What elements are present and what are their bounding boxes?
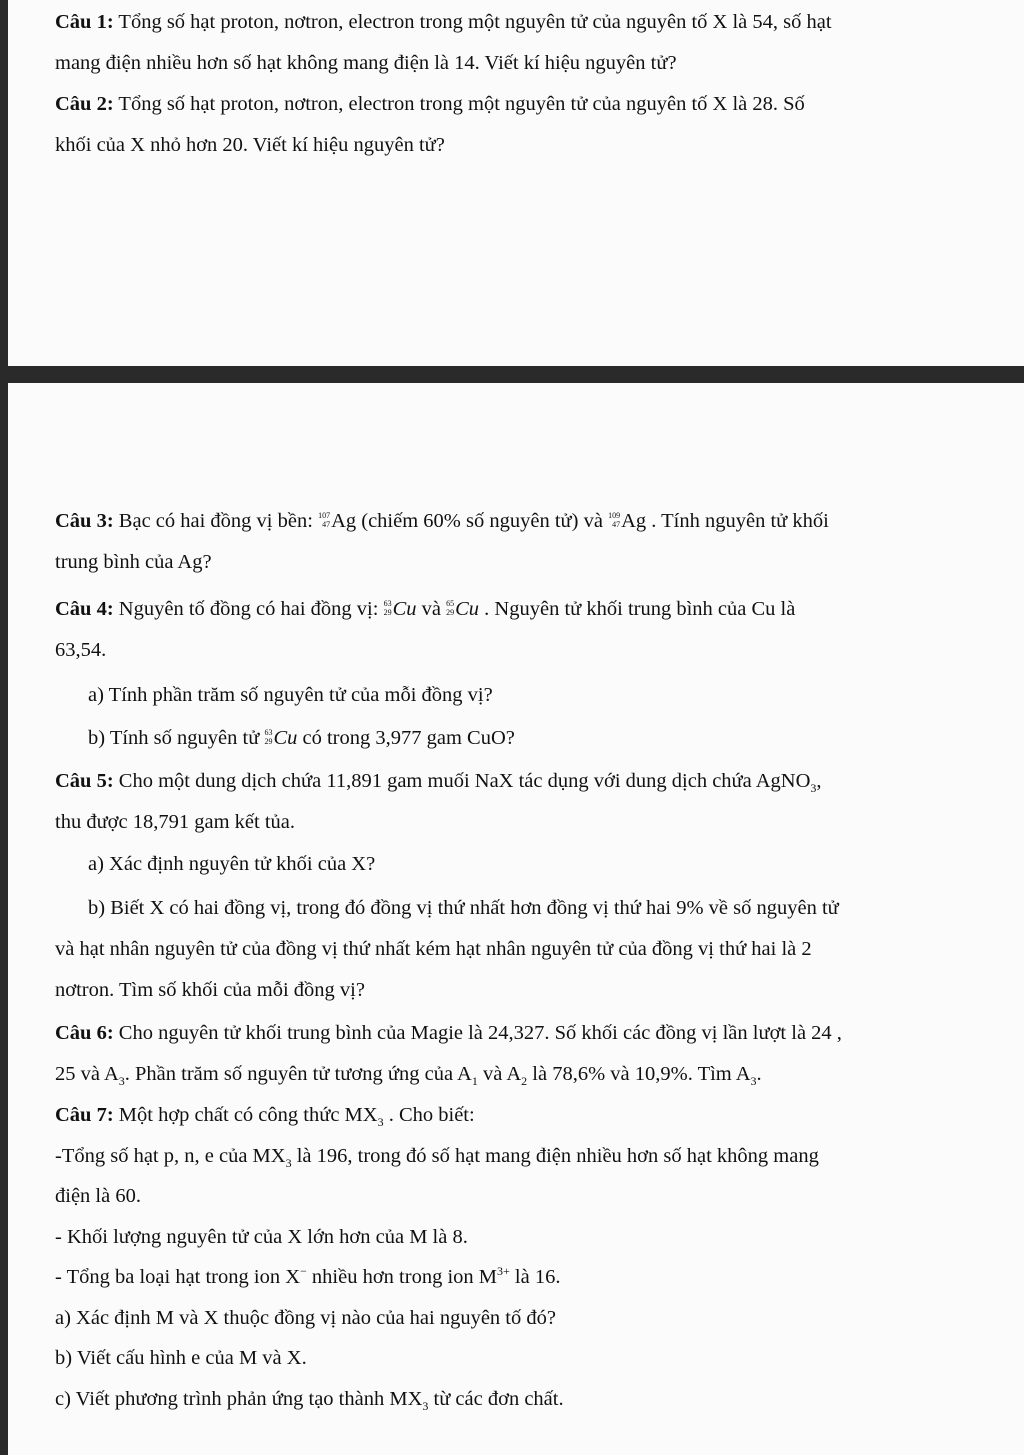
text: Tổng số hạt proton, nơtron, electron trong một nguyên tử của nguyên tố X là 28. Số (113, 93, 805, 115)
text: . Cho biết: (383, 1104, 475, 1126)
text: nhiều hơn trong ion M (306, 1266, 498, 1288)
text: là 16. (509, 1266, 561, 1288)
element-symbol: Ag (331, 510, 357, 532)
question-3 (55, 501, 990, 582)
question-label: Câu 7: (55, 1104, 114, 1126)
text: là 196, trong đó số hạt mang điện nhiều hơn số hạt không mang (291, 1144, 819, 1167)
question-4-part-b (88, 718, 990, 759)
subscript: 3 (118, 1073, 125, 1088)
subscript: 1 (471, 1073, 478, 1088)
question-4 (55, 589, 990, 670)
element-symbol: Ag (621, 510, 647, 532)
text: Nguyên tố đồng có hai đồng vị: (113, 598, 384, 620)
text: a) Tính phần trăm số nguyên tử của mỗi đồng vị? (88, 684, 493, 706)
question-5-part-a (88, 844, 990, 885)
isotope-notation: 63 29 (264, 728, 273, 747)
text: nơtron. Tìm số khối của mỗi đồng vị? (55, 978, 365, 1001)
subscript: 3 (810, 781, 817, 796)
question-2 (55, 84, 990, 165)
subscript: 3 (285, 1155, 292, 1170)
element-symbol: Cu (455, 598, 480, 620)
question-label: Câu 5: (55, 770, 114, 792)
text: c) Viết phương trình phản ứng tạo thành MX (55, 1387, 423, 1410)
text: từ các đơn chất. (428, 1387, 564, 1410)
isotope-notation: 63 29 (383, 599, 392, 618)
isotope-notation: 109 47 (608, 511, 621, 530)
question-5 (55, 761, 990, 842)
text: Bạc có hai đồng vị bền: (113, 510, 319, 532)
question-5-continued (55, 929, 990, 1010)
top-page (8, 0, 1024, 366)
element-symbol: Cu (392, 598, 417, 620)
text: là 78,6% và 10,9%. Tìm A (527, 1062, 751, 1085)
text: b) Tính số nguyên tử (88, 727, 265, 749)
question-5-part-b (88, 888, 990, 929)
text: (chiếm 60% số nguyên tử) và (356, 510, 609, 532)
text: và hạt nhân nguyên tử của đồng vị thứ nhất kém hạt nhân nguyên tử của đồng vị thứ hai là 2 (55, 938, 812, 960)
text: thu được 18,791 gam kết tủa. (55, 810, 296, 833)
element-symbol: Cu (273, 727, 298, 749)
text: - Khối lượng nguyên tử của X lớn hơn của M là 8. (55, 1225, 468, 1248)
text: . Nguyên tử khối trung bình của Cu là (479, 598, 796, 620)
subscript: 3 (422, 1398, 429, 1413)
question-4-part-a (88, 675, 990, 716)
text: , (816, 770, 822, 792)
text: 25 và A (55, 1062, 119, 1085)
text: Cho một dung dịch chứa 11,891 gam muối NaX tác dụng với dung dịch chứa AgNO (113, 770, 811, 792)
text: khối của X nhỏ hơn 20. Viết kí hiệu nguyên tử? (55, 133, 445, 156)
isotope-notation: 107 47 (318, 511, 331, 530)
subscript: 3 (750, 1073, 757, 1088)
question-label: Câu 2: (55, 93, 114, 115)
superscript: − (300, 1264, 307, 1279)
text: 63,54. (55, 638, 107, 661)
superscript: 3+ (497, 1264, 510, 1279)
question-label: Câu 4: (55, 598, 114, 620)
text: . Phần trăm số nguyên tử tương ứng của A (124, 1062, 472, 1085)
text: và A (477, 1062, 522, 1085)
question-6 (55, 1013, 990, 1094)
text: có trong 3,977 gam CuO? (297, 727, 515, 749)
isotope-notation: 65 29 (446, 599, 455, 618)
text: và (416, 598, 447, 620)
text: Một hợp chất có công thức MX (113, 1104, 378, 1126)
question-label: Câu 6: (55, 1022, 114, 1044)
subscript: 3 (377, 1115, 384, 1130)
text: a) Xác định M và X thuộc đồng vị nào của hai nguyên tố đó? (55, 1306, 556, 1329)
subscript: 2 (521, 1073, 528, 1088)
question-label: Câu 1: (55, 11, 114, 33)
text: Tổng số hạt proton, nơtron, electron trong một nguyên tử của nguyên tố X là 54, số hạt (113, 11, 832, 33)
question-label: Câu 3: (55, 510, 114, 532)
question-1 (55, 2, 990, 83)
text: điện là 60. (55, 1185, 141, 1207)
question-7 (55, 1095, 990, 1419)
text: Cho nguyên tử khối trung bình của Magie là 24,327. Số khối các đồng vị lần lượt là 24 , (113, 1022, 842, 1044)
text: trung bình của Ag? (55, 550, 212, 573)
text: . (756, 1062, 762, 1085)
text: mang điện nhiều hơn số hạt không mang điện là 14. Viết kí hiệu nguyên tử? (55, 51, 677, 74)
text: b) Biết X có hai đồng vị, trong đó đồng vị thứ nhất hơn đồng vị thứ hai 9% về số nguyên tử (88, 897, 839, 919)
text: . Tính nguyên tử khối (646, 510, 829, 532)
text: a) Xác định nguyên tử khối của X? (88, 853, 376, 875)
text: - Tổng ba loại hạt trong ion X (55, 1266, 301, 1288)
text: -Tổng số hạt p, n, e của MX (55, 1144, 286, 1167)
bottom-page (8, 383, 1024, 1455)
text: b) Viết cấu hình e của M và X. (55, 1347, 307, 1369)
